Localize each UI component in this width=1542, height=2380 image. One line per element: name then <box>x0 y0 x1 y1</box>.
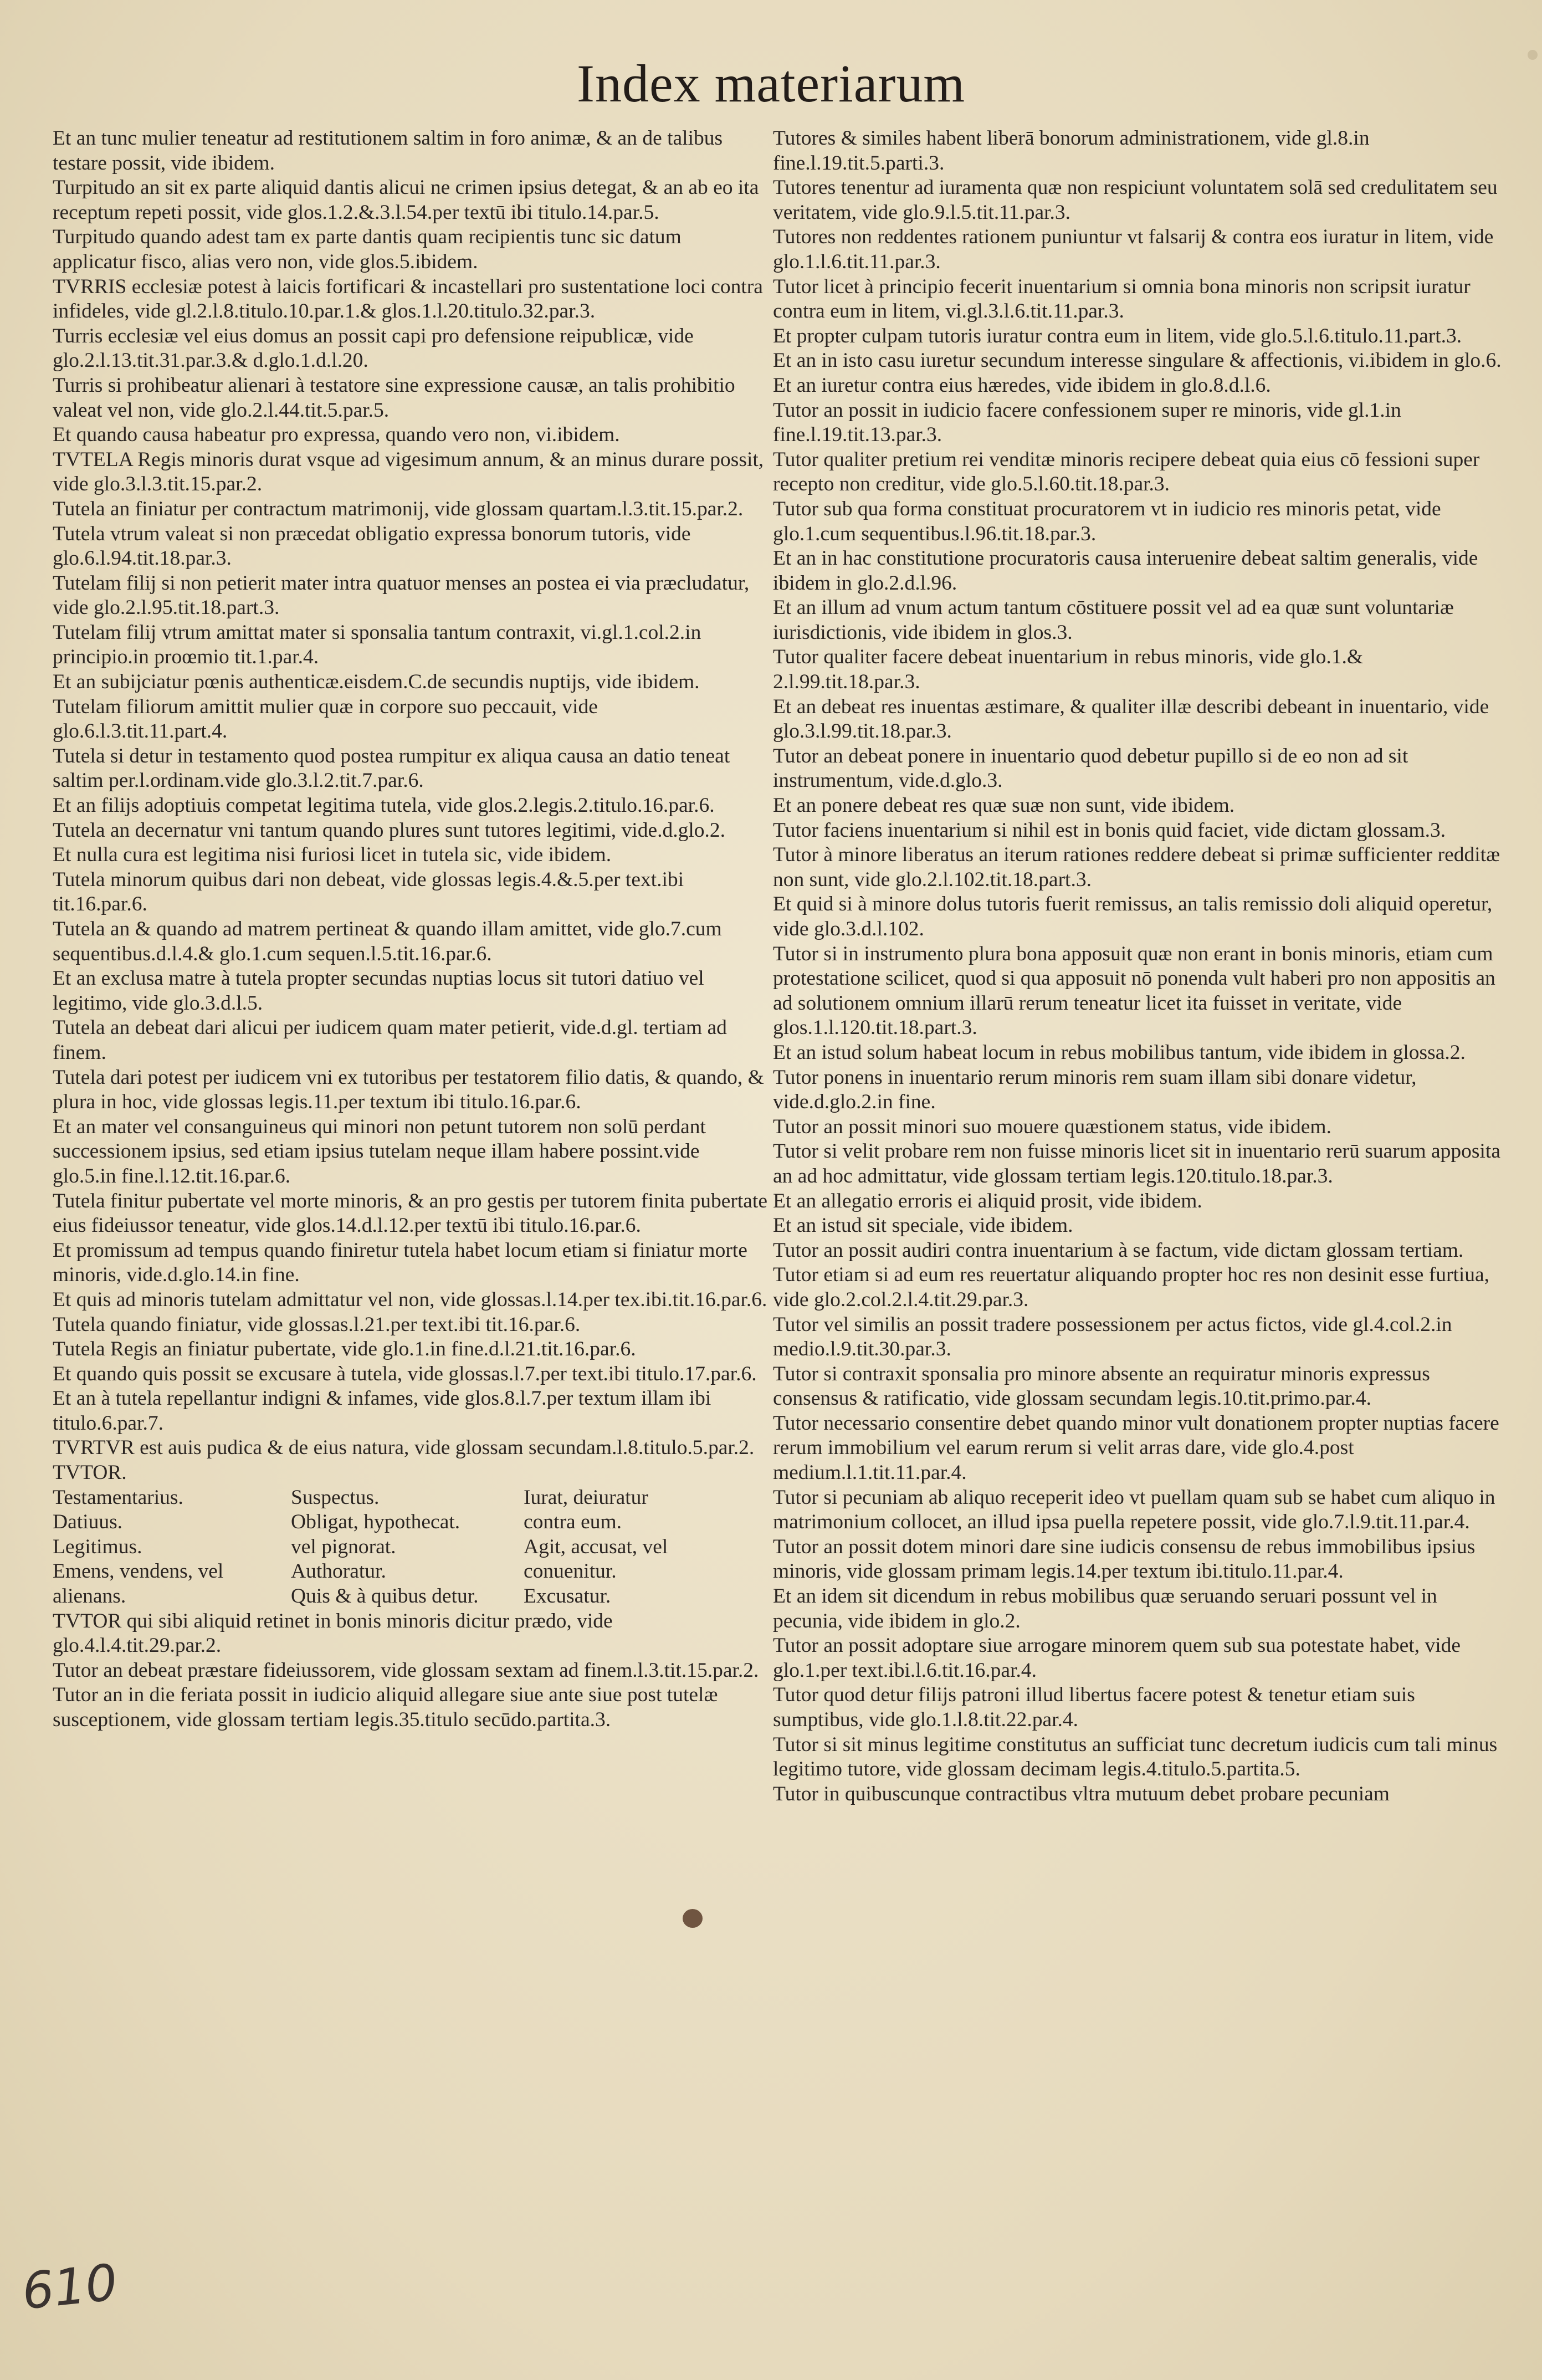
index-entry: Et an in isto casu iuretur secundum interesse singulare & affectionis, vi.ibidem in glo.6. <box>773 349 1502 372</box>
index-entry: Et nulla cura est legitima nisi furiosi licet in tutela sic, vide ibidem. <box>53 843 612 867</box>
index-entry: Et an iuretur contra eius hæredes, vide ibidem in glo.8.d.l.6. <box>773 373 1271 397</box>
index-entry: Tutela an decernatur vni tantum quando plures sunt tutores legitimi, vide.d.glo.2. <box>53 818 726 842</box>
index-entry: Tutor an possit audiri contra inuentarium à se factum, vide dictam glossam tertiam. <box>773 1238 1464 1262</box>
index-entry: Tutores & similes habent liberā bonorum administrationem, vide gl.8.in fine.l.19.tit.5.parti.3. <box>773 127 1370 175</box>
index-entry: Et an exclusa matre à tutela propter secundas nuptias locus sit tutori datiuo vel legitimo, vide glo.3.d.l.5. <box>53 967 704 1015</box>
right-column <box>773 126 1504 1806</box>
index-entry: Et an istud solum habeat locum in rebus mobilibus tantum, vide ibidem in glossa.2. <box>773 1041 1466 1064</box>
index-entry: Tutor qualiter pretium rei venditæ minoris recipere debeat quia eius cō fessioni super recepto non creditur, vide glo.5.l.60.tit.18.par.3. <box>773 448 1480 496</box>
index-entry: Tutores non reddentes rationem puniuntur vt falsarij & contra eos iuratur in litem, vide glo.1.l.6.tit.11.par.3. <box>773 226 1494 273</box>
index-entry: Tutor vel similis an possit tradere possessionem per actus fictos, vide gl.4.col.2.in medio.l.9.tit.30.par.3. <box>773 1313 1452 1361</box>
right-entries <box>773 126 1504 1806</box>
index-entry: Et quid si à minore dolus tutoris fuerit remissus, an talis remissio doli aliquid operetur, vide glo.3.d.l.102. <box>773 893 1493 940</box>
index-entry: Tutor an debeat præstare fideiussorem, vide glossam sextam ad finem.l.3.tit.15.par.2. <box>53 1659 759 1682</box>
index-entry: Tutor in quibuscunque contractibus vltra mutuum debet probare pecuniam <box>773 1782 1390 1805</box>
index-entry: TVTOR qui sibi aliquid retinet in bonis minoris dicitur prædo, vide glo.4.l.4.tit.29.par.2. <box>53 1609 613 1657</box>
index-entry: Tutor an in die feriata possit in iudicio aliquid allegare siue ante siue post tutelæ susceptionem, vide glossam tertiam legis.35.titulo secūdo.partita.3. <box>53 1683 718 1731</box>
index-entry: Tutela finitur pubertate vel morte minoris, & an pro gestis per tutorem finita pubertate eius fideiussor teneatur, vide glos.14.d.l.12.per textū ibi titulo.16.par.6. <box>53 1189 767 1237</box>
index-entry: Tutelam filij vtrum amittat mater si sponsalia tantum contraxit, vi.gl.1.col.2.in principio.in proœmio tit.1.par.4. <box>53 621 701 669</box>
index-entry: Tutela an debeat dari alicui per iudicem quam mater petierit, vide.d.gl. tertiam ad finem. <box>53 1016 727 1064</box>
index-entry: Tutor an possit dotem minori dare sine iudicis consensu de rebus immobilibus ipsius minoris, vide glossam primam legis.14.per textum ibi.titulo.11.par.4. <box>773 1535 1476 1583</box>
index-entry: Tutor an possit in iudicio facere confessionem super re minoris, vide gl.1.in fine.l.19.tit.13.par.3. <box>773 398 1401 447</box>
left-entries <box>53 126 767 1461</box>
index-entry: Turris si prohibeatur alienari à testatore sine expressione causæ, an talis prohibitio valeat vel non, vide glo.2.l.44.tit.5.par.5. <box>53 373 735 422</box>
index-entry: Et quando causa habeatur pro expressa, quando vero non, vi.ibidem. <box>53 423 620 447</box>
tutor-heading: TVTOR. <box>53 1461 127 1485</box>
index-entry: Tutela si detur in testamento quod postea rumpitur ex aliqua causa an datio teneat saltim per.l.ordinam.vide glo.3.l.2.tit.7.par.6. <box>53 744 730 792</box>
tutor-grid-cell: Datiuus. <box>53 1511 123 1534</box>
index-entry: Tutor sub qua forma constituat procuratorem vt in iudicio res minoris petat, vide glo.1.cum sequentibus.l.96.tit.18.par.3. <box>773 497 1441 545</box>
tutor-grid-cell: Suspectus. <box>291 1486 380 1509</box>
tutor-grid-cell: Obligat, hypothecat. <box>291 1511 460 1534</box>
index-entry: Et an allegatio erroris ei aliquid prosit, vide ibidem. <box>773 1189 1202 1212</box>
index-entry: Tutor licet à principio fecerit inuentarium si omnia bona minoris non scripsit iuratur contra eum in litem, vi.gl.3.l.6.tit.11.par.3. <box>773 275 1471 323</box>
tutor-grid-cell: Excusatur. <box>524 1585 611 1608</box>
index-entry: Et an idem sit dicendum in rebus mobilibus quæ seruando seruari possunt vel in pecunia, vide ibidem in glo.2. <box>773 1585 1437 1632</box>
index-entry: Et promissum ad tempus quando finiretur tutela habet locum etiam si finiatur morte minoris, vide.d.glo.14.in fine. <box>53 1238 747 1287</box>
index-entry: Tutor an debeat ponere in inuentario quod debetur pupillo si de eo non ad sit instrumentum, vide.d.glo.3. <box>773 744 1408 792</box>
index-entry: Tutor an possit adoptare siue arrogare minorem quem sub sua potestate habet, vide glo.1.per text.ibi.l.6.tit.16.par.4. <box>773 1634 1461 1682</box>
left-column <box>53 126 767 1733</box>
index-entry: Tutor faciens inuentarium si nihil est in bonis quid faciet, vide dictam glossam.3. <box>773 818 1446 842</box>
tutor-grid-cell: Emens, vendens, vel <box>53 1560 224 1583</box>
tutor-grid-cell: Testamentarius. <box>53 1486 183 1509</box>
index-entry: TVTELA Regis minoris durat vsque ad vigesimum annum, & an minus durare possit, vide glo.3.l.3.tit.15.par.2. <box>53 448 764 496</box>
tutor-grid-cell: Authoratur. <box>291 1560 386 1583</box>
index-entry: Et an mater vel consanguineus qui minori non petunt tutorem non solū perdant successionem ipsius, sed etiam ipsius tutelam neque illam habere possint.vide glo.5.in fine.l.12.tit.16.par.6. <box>53 1115 706 1188</box>
index-entry: Tutor etiam si ad eum res reuertatur aliquando propter hoc res non desinit esse furtiua, vide glo.2.col.2.l.4.tit.29.par.3. <box>773 1263 1490 1311</box>
index-entry: Tutor à minore liberatus an iterum rationes reddere debeat si primæ sufficienter redditæ non sunt, vide glo.2.l.102.tit.18.part.3. <box>773 843 1500 891</box>
tutor-grid-cell: Legitimus. <box>53 1535 142 1558</box>
index-entry: Tutor si contraxit sponsalia pro minore absente an requiratur minoris expressus consensus & ratificatio, vide glossam secundam legis.10.tit.primo.par.4. <box>773 1362 1430 1410</box>
index-entry: Et an istud sit speciale, vide ibidem. <box>773 1214 1073 1237</box>
index-entry: Et propter culpam tutoris iuratur contra eum in litem, vide glo.5.l.6.titulo.11.part.3. <box>773 324 1462 347</box>
index-entry: Tutor ponens in inuentario rerum minoris rem suam illam sibi donare videtur, vide.d.glo.2.in fine. <box>773 1066 1417 1114</box>
index-entry: Tutor si pecuniam ab aliquo receperit ideo vt puellam quam sub se habet cum aliquo in matrimonium collocet, an illud ipsa puella repetere possit, vide glo.7.l.9.tit.11.par.4. <box>773 1486 1495 1534</box>
index-entry: Et an ponere debeat res quæ suæ non sunt, vide ibidem. <box>773 794 1235 817</box>
tutor-grid-cell: Iurat, deiuratur <box>524 1486 648 1509</box>
index-entry: Tutor quod detur filijs patroni illud libertus facere potest & tenetur etiam suis sumptibus, vide glo.1.l.8.tit.22.par.4. <box>773 1683 1415 1731</box>
index-entry: Et an tunc mulier teneatur ad restitutionem saltim in foro animæ, & an de talibus testare possit, vide ibidem. <box>53 127 723 175</box>
index-entry: Tutor necessario consentire debet quando minor vult donationem propter nuptias facere rerum immobilium vel earum rerum si velit arras dare, vide glo.4.post medium.l.1.tit.11.par.4. <box>773 1411 1499 1485</box>
ink-stain <box>683 1909 703 1928</box>
index-entry: Tutor qualiter facere debeat inuentarium in rebus minoris, vide glo.1.& 2.l.99.tit.18.par.3. <box>773 646 1364 694</box>
index-entry: Et an illum ad vnum actum tantum cōstituere possit vel ad ea quæ sunt voluntariæ iurisdictionis, vide ibidem in glos.3. <box>773 596 1454 644</box>
index-entry: Et an à tutela repellantur indigni & infames, vide glos.8.l.7.per textum illam ibi titulo.6.par.7. <box>53 1387 711 1435</box>
index-entry: Tutela an finiatur per contractum matrimonij, vide glossam quartam.l.3.tit.15.par.2. <box>53 497 744 520</box>
index-entry: Et quis ad minoris tutelam admittatur vel non, vide glossas.l.14.per tex.ibi.tit.16.par.6. <box>53 1288 767 1311</box>
index-entry: Turris ecclesiæ vel eius domus an possit capi pro defensione reipublicæ, vide glo.2.l.13.tit.31.par.3.& d.glo.1.d.l.20. <box>53 324 694 372</box>
index-entry: Tutelam filiorum amittit mulier quæ in corpore suo peccauit, vide glo.6.l.3.tit.11.part.4. <box>53 695 598 743</box>
index-entry: TVRTVR est auis pudica & de eius natura, vide glossam secundam.l.8.titulo.5.par.2. <box>53 1436 755 1460</box>
tutor-grid-cell: alienans. <box>53 1585 126 1608</box>
index-entry: Tutela minorum quibus dari non debeat, vide glossas legis.4.&.5.per text.ibi tit.16.par.6. <box>53 868 684 916</box>
index-entry: Turpitudo quando adest tam ex parte dantis quam recipientis tunc sic datum applicatur fisco, alias vero non, vide glos.5.ibidem. <box>53 226 682 273</box>
index-entry: Et an filijs adoptiuis competat legitima tutela, vide glos.2.legis.2.titulo.16.par.6. <box>53 794 715 817</box>
index-entry: Tutela an & quando ad matrem pertineat & quando illam amittet, vide glo.7.cum sequentibus.d.l.4.& glo.1.cum sequen.l.5.tit.16.par.6. <box>53 918 722 965</box>
index-entry: Tutor an possit minori suo mouere quæstionem status, vide ibidem. <box>773 1115 1331 1138</box>
tutor-grid-cell: conuenitur. <box>524 1560 617 1583</box>
tutor-grid-cell: contra eum. <box>524 1511 622 1534</box>
page-title: Index materiarum <box>576 54 966 113</box>
tutor-grid-cell: Agit, accusat, vel <box>524 1535 668 1558</box>
tutor-grid-cell: Quis & à quibus detur. <box>291 1585 479 1608</box>
index-entry: Tutela quando finiatur, vide glossas.l.21.per text.ibi tit.16.par.6. <box>53 1313 581 1336</box>
index-entry: Tutela Regis an finiatur pubertate, vide glo.1.in fine.d.l.21.tit.16.par.6. <box>53 1338 636 1361</box>
index-entry: Tutor si in instrumento plura bona apposuit quæ non erant in bonis minoris, etiam cum protestatione scilicet, quod si qua apposuit nō ponenda vult haberi pro non appositis an ad solutionem omnium illarū rerum teneatur licet ita fuisset in veritate, vide glos.1.l.120.tit.18.part.3. <box>773 942 1495 1040</box>
index-entry: TVRRIS ecclesiæ potest à laicis fortificari & incastellari pro sustentatione loci contra infideles, vide gl.2.l.8.titulo.10.par.1.& glos.1.l.20.titulo.32.par.3. <box>53 275 763 323</box>
tutor-grid <box>53 1486 767 1609</box>
index-entry: Tutela dari potest per iudicem vni ex tutoribus per testatorem filio datis, & quando, & plura in hoc, vide glossas legis.11.per textum ibi titulo.16.par.6. <box>53 1066 764 1114</box>
index-entry: Tutelam filij si non petierit mater intra quatuor menses an postea ei via præcludatur, vide glo.2.l.95.tit.18.part.3. <box>53 571 750 620</box>
index-entry: Turpitudo an sit ex parte aliquid dantis alicui ne crimen ipsius detegat, & an ab eo ita receptum repeti possit, vide glos.1.2.&.3.l.54.per textū ibi titulo.14.par.5. <box>53 176 759 224</box>
left-tail-entries <box>53 1609 767 1733</box>
index-entry: Tutor si sit minus legitime constitutus an sufficiat tunc decretum iudicis cum tali minus legitimo tutore, vide glossam decimam legis.4.titulo.5.partita.5. <box>773 1733 1498 1781</box>
tutor-grid-cell: vel pignorat. <box>291 1535 396 1558</box>
index-entry: Et an debeat res inuentas æstimare, & qualiter illæ describi debeant in inuentario, vide glo.3.l.99.tit.18.par.3. <box>773 695 1489 743</box>
index-entry: Tutela vtrum valeat si non præcedat obligatio expressa bonorum tutoris, vide glo.6.l.94.tit.18.par.3. <box>53 522 691 570</box>
index-entry: Et an in hac constitutione procuratoris causa interuenire debeat saltim generalis, vide ibidem in glo.2.d.l.96. <box>773 547 1478 595</box>
tutor-block <box>53 1461 767 1609</box>
index-entry: Tutor si velit probare rem non fuisse minoris licet sit in inuentario rerū suarum apposita an ad hoc admittatur, vide glossam tertiam legis.120.titulo.18.par.3. <box>773 1140 1500 1188</box>
page-number: 610 <box>19 2253 120 2321</box>
index-entry: Et quando quis possit se excusare à tutela, vide glossas.l.7.per text.ibi titulo.17.par.6. <box>53 1362 757 1385</box>
index-entry: Tutores tenentur ad iuramenta quæ non respiciunt voluntatem solā sed credulitatem seu veritatem, vide glo.9.l.5.tit.11.par.3. <box>773 176 1498 224</box>
index-entry: Et an subijciatur pœnis authenticæ.eisdem.C.de secundis nuptijs, vide ibidem. <box>53 671 700 694</box>
